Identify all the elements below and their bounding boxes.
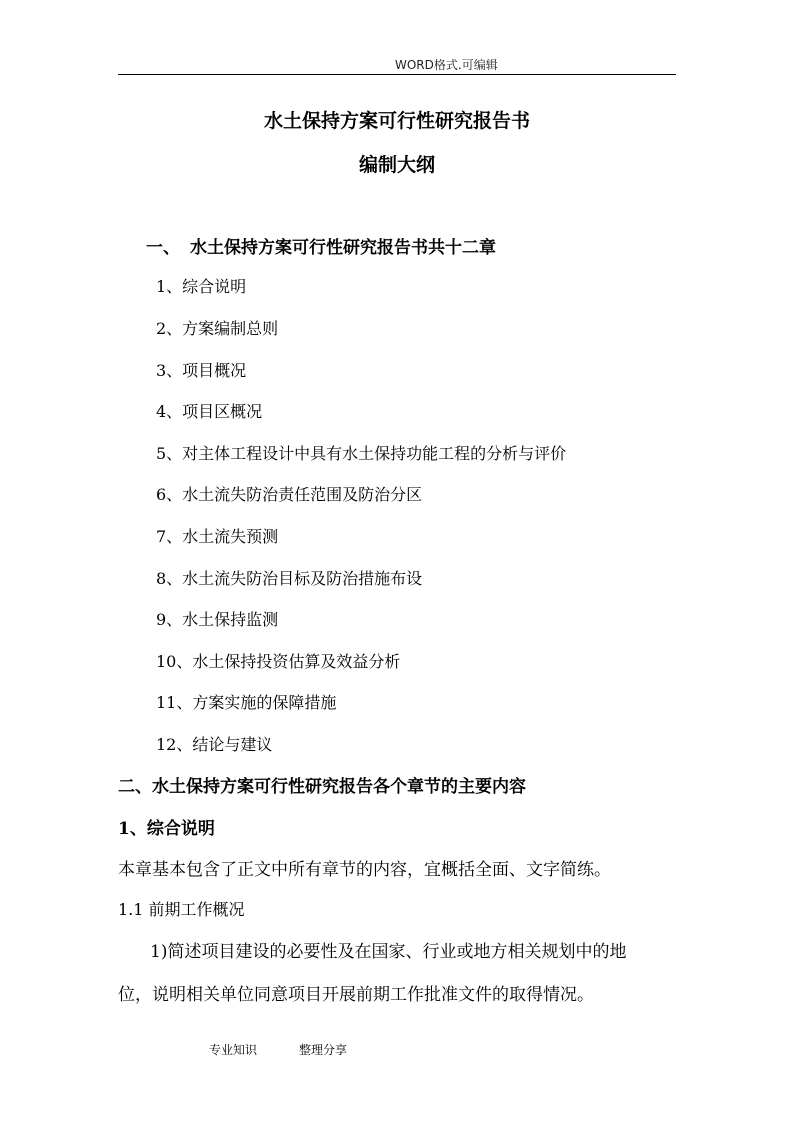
item-1-line-1: 1)简述项目建设的必要性及在国家、行业或地方相关规划中的地 xyxy=(150,942,627,962)
toc-item: 11、方案实施的保障措施 xyxy=(156,693,337,712)
toc-item: 7、水土流失预测 xyxy=(156,527,279,546)
toc-item: 6、水土流失防治责任范围及防治分区 xyxy=(156,485,423,504)
footer-left-label: 专业知识 xyxy=(209,1043,258,1057)
document-subtitle: 编制大纲 xyxy=(358,154,435,176)
item-1-line-2: 位，说明相关单位同意项目开展前期工作批准文件的取得情况。 xyxy=(118,985,594,1005)
section-1-title: 水土保持方案可行性研究报告书共十二章 xyxy=(190,238,496,258)
header-divider xyxy=(118,74,676,75)
toc-item: 12、结论与建议 xyxy=(156,735,273,754)
document-title: 水土保持方案可行性研究报告书 xyxy=(263,110,530,132)
toc-item: 1、综合说明 xyxy=(156,277,247,296)
section-1-number: 一、 xyxy=(146,238,180,258)
section-2-heading: 二、水土保持方案可行性研究报告各个章节的主要内容 xyxy=(118,777,526,797)
toc-item: 8、水土流失防治目标及防治措施布设 xyxy=(156,569,423,588)
toc-item: 5、对主体工程设计中具有水土保持功能工程的分析与评价 xyxy=(156,444,567,463)
footer-right-label: 整理分享 xyxy=(299,1043,348,1057)
toc-item: 10、水土保持投资估算及效益分析 xyxy=(156,652,401,671)
toc-item: 9、水土保持监测 xyxy=(156,610,279,629)
toc-item: 2、方案编制总则 xyxy=(156,319,279,338)
subsection-1-heading: 1、综合说明 xyxy=(118,819,215,839)
toc-item: 4、项目区概况 xyxy=(156,402,263,421)
page-header-label: WORD格式.可编辑 xyxy=(395,58,498,72)
intro-paragraph: 本章基本包含了正文中所有章节的内容，宜概括全面、文字简练。 xyxy=(118,860,611,880)
toc-item: 3、项目概况 xyxy=(156,361,247,380)
subsection-1-1-heading: 1.1 前期工作概况 xyxy=(118,900,245,919)
section-1-heading xyxy=(146,233,496,258)
